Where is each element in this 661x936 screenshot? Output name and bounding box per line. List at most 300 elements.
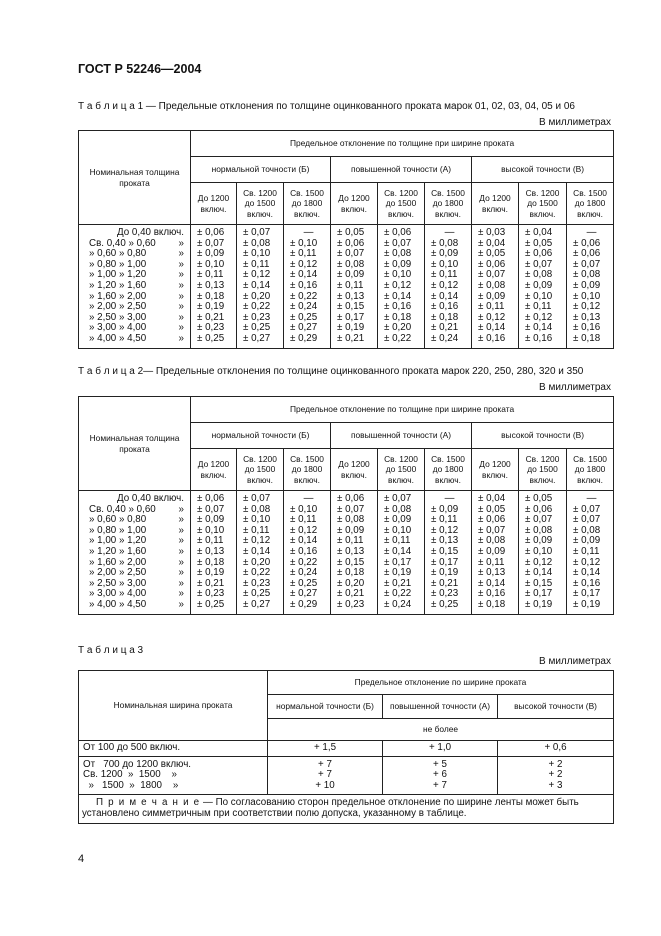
table2-row-label-suffix: » [178, 524, 184, 536]
table2-value-column [331, 491, 378, 615]
table3-row2-a [383, 756, 498, 795]
table3-caption: Т а б л и ц а 3 [78, 645, 144, 656]
table2-value: ± 0,12 [573, 556, 601, 568]
table1-value: ± 0,17 [337, 311, 365, 323]
table1-value: ± 0,25 [290, 311, 318, 323]
table2-head-class-v: высокой точности (В) [472, 423, 614, 449]
table1-head-width: Св. 1500 до 1800 включ. [284, 183, 331, 225]
table1-value: ± 0,12 [243, 269, 271, 281]
table2-value: ± 0,07 [478, 524, 506, 536]
table2-value: ± 0,19 [573, 598, 601, 610]
table2-value: ± 0,24 [290, 567, 318, 579]
table1-value: ± 0,20 [384, 322, 412, 334]
table2-value: ± 0,21 [431, 577, 459, 589]
table2-head-width: Св. 1500 до 1800 включ. [284, 449, 331, 491]
table1-value: ± 0,07 [243, 227, 271, 238]
table2-value: ± 0,04 [478, 493, 506, 504]
table1-head-width: До 1200 включ. [191, 183, 237, 225]
table1-row-label-suffix: » [178, 279, 184, 291]
table2-value: ± 0,11 [478, 556, 505, 568]
table1-value: ± 0,11 [478, 301, 505, 313]
table1-value: ± 0,14 [290, 269, 318, 281]
table1-value: ± 0,08 [337, 258, 365, 270]
table2-value: — [303, 493, 314, 504]
table1-head-width: Св. 1500 до 1800 включ. [567, 183, 614, 225]
table1-value: ± 0,22 [384, 332, 412, 344]
table1-row-label: » 2,50 » 3,00 [89, 311, 147, 323]
table2-value: ± 0,23 [243, 577, 271, 589]
table2-value: ± 0,14 [290, 535, 318, 547]
table1-row-label: » 0,80 » 1,00 [89, 258, 147, 270]
table2-row-labels [79, 491, 191, 615]
table2-row-label: » 2,50 » 3,00 [89, 577, 147, 589]
table3-note-label: П р и м е ч а н и е [96, 797, 201, 809]
table2-value: ± 0,19 [431, 567, 459, 579]
table3-head-class-a: повышенной точности (А) [383, 695, 498, 719]
table1-value: ± 0,19 [197, 301, 225, 313]
table2-head-width: Св. 1500 до 1800 включ. [425, 449, 472, 491]
table2-value: ± 0,06 [337, 493, 365, 504]
table2-value: ± 0,10 [384, 524, 412, 536]
table1-value: ± 0,07 [573, 258, 601, 270]
table1-value: ± 0,10 [243, 248, 271, 260]
table2-value: ± 0,21 [384, 577, 412, 589]
table2-value: ± 0,16 [573, 577, 601, 589]
table1-value: ± 0,06 [525, 248, 553, 260]
table2-value: ± 0,07 [525, 514, 553, 526]
table3-value: + 7 [318, 769, 332, 781]
table2-row-label-suffix: » [178, 514, 184, 526]
table2-value: ± 0,23 [431, 588, 459, 600]
table1-head-width: Св. 1200 до 1500 включ. [519, 183, 567, 225]
table1-value: ± 0,05 [478, 248, 506, 260]
table1-value: ± 0,27 [290, 322, 318, 334]
table1-row-label: » 0,60 » 0,80 [89, 248, 147, 260]
table2-value: ± 0,13 [337, 545, 365, 557]
table1-row-label: До 0,40 включ. [117, 227, 184, 238]
table2-value: ± 0,12 [431, 524, 459, 536]
table1-row-label: » 3,00 » 4,00 [89, 322, 147, 334]
table2-value: ± 0,11 [197, 535, 224, 547]
table1-row-label-suffix: » [178, 311, 184, 323]
table1-row-label-suffix: » [178, 332, 184, 344]
table1-value: — [444, 227, 455, 238]
table1-value: ± 0,19 [337, 322, 365, 334]
table1-value: ± 0,11 [197, 269, 224, 281]
table3-head-group: Предельное отклонение по ширине проката [268, 671, 614, 695]
table2-value: ± 0,05 [525, 493, 553, 504]
table3-head-class-v: высокой точности (В) [498, 695, 614, 719]
table2-head-width: Св. 1200 до 1500 включ. [519, 449, 567, 491]
table1-value: ± 0,09 [525, 279, 553, 291]
table2-value: ± 0,27 [243, 598, 271, 610]
table1-value: ± 0,13 [573, 311, 601, 323]
table2-value: ± 0,14 [384, 545, 412, 557]
table1-value: ± 0,09 [384, 258, 412, 270]
table2-row-label: » 0,60 » 0,80 [89, 514, 147, 526]
table1-row-label: » 1,00 » 1,20 [89, 269, 147, 281]
table1-value: ± 0,11 [337, 279, 364, 291]
table1-value: ± 0,16 [573, 322, 601, 334]
table3-units: В миллиметрах [539, 656, 611, 667]
table3-note-text: — По согласованию сторон предельное отклонение по ширине ленты может быть установлено симметричным при соответствии полю допуска, указанному в таблице. [82, 797, 579, 819]
table1-value: ± 0,07 [525, 258, 553, 270]
table3-value: + 6 [433, 769, 447, 781]
table2-value: ± 0,13 [431, 535, 459, 547]
table3-row1-label: От 100 до 500 включ. [79, 741, 268, 757]
table1-value-column [284, 225, 331, 349]
table2-value: ± 0,11 [290, 514, 317, 526]
table1-value: ± 0,07 [384, 237, 412, 249]
table2-row-label: » 1,60 » 2,00 [89, 556, 147, 568]
table1-head-class-a: повышенной точности (А) [331, 157, 472, 183]
table2-row-label: » 3,00 » 4,00 [89, 588, 147, 600]
table2-head-class-a: повышенной точности (А) [331, 423, 472, 449]
table1-value-column [237, 225, 284, 349]
table2-value: ± 0,10 [290, 503, 318, 515]
table2-row-label: » 1,20 » 1,60 [89, 545, 147, 557]
table2-value-column [425, 491, 472, 615]
table1-row-label-suffix: » [178, 301, 184, 313]
table1-value: ± 0,09 [197, 248, 225, 260]
table2 [78, 396, 614, 615]
table1-value: ± 0,13 [197, 279, 225, 291]
table2-value: ± 0,11 [243, 524, 270, 536]
table3-head-class-b: нормальной точности (Б) [268, 695, 383, 719]
table1-head-nominal: Номинальная толщина проката [79, 131, 191, 225]
table2-value: ± 0,22 [290, 556, 318, 568]
table3-row2-label: От 700 до 1200 включ. [83, 758, 192, 770]
table2-value: ± 0,14 [478, 577, 506, 589]
table2-value: ± 0,07 [384, 493, 412, 504]
table1-value: ± 0,14 [243, 279, 271, 291]
table2-row-label: » 2,00 » 2,50 [89, 567, 147, 579]
table1-value: ± 0,14 [525, 322, 553, 334]
table2-value: ± 0,08 [478, 535, 506, 547]
table1-units: В миллиметрах [539, 117, 611, 128]
table2-head-width: До 1200 включ. [191, 449, 237, 491]
table2-units: В миллиметрах [539, 382, 611, 393]
table1-value: ± 0,27 [243, 332, 271, 344]
table3-row1-b: + 1,5 [268, 741, 383, 757]
table1-value: ± 0,07 [197, 237, 225, 249]
table2-row-label-suffix: » [178, 567, 184, 579]
table1-value: ± 0,20 [243, 290, 271, 302]
table1 [78, 130, 614, 349]
table2-value: ± 0,25 [290, 577, 318, 589]
table2-value: ± 0,19 [197, 567, 225, 579]
table2-value: ± 0,10 [243, 514, 271, 526]
table2-head-width: Св. 1500 до 1800 включ. [567, 449, 614, 491]
table2-row-label-suffix: » [178, 556, 184, 568]
table3-row1-a: + 1,0 [383, 741, 498, 757]
table2-value: ± 0,09 [337, 524, 365, 536]
table3-value: + 10 [315, 779, 335, 791]
table2-value: ± 0,09 [525, 535, 553, 547]
table1-value: ± 0,24 [431, 332, 459, 344]
table1-value: ± 0,06 [384, 227, 412, 238]
table3-head-nominal: Номинальная ширина проката [79, 671, 268, 741]
table2-value: ± 0,21 [197, 577, 225, 589]
table1-value: ± 0,14 [478, 322, 506, 334]
table1-row-label: Св. 0,40 » 0,60 [89, 237, 156, 249]
table1-row-labels [79, 225, 191, 349]
table1-value: ± 0,06 [337, 237, 365, 249]
table3-row2-label: » 1500 » 1800 » [83, 779, 179, 791]
table1-head-width: Св. 1500 до 1800 включ. [425, 183, 472, 225]
table1-row-label: » 2,00 » 2,50 [89, 301, 147, 313]
table3 [78, 670, 614, 824]
table2-value: ± 0,11 [573, 545, 600, 557]
table2-value: ± 0,11 [337, 535, 364, 547]
table1-value-column [519, 225, 567, 349]
table2-head-width: До 1200 включ. [331, 449, 378, 491]
table2-head-width: Св. 1200 до 1500 включ. [378, 449, 425, 491]
table2-value: ± 0,15 [525, 577, 553, 589]
table2-row-label-suffix: » [178, 577, 184, 589]
table2-value: ± 0,06 [525, 503, 553, 515]
table1-value: ± 0,21 [431, 322, 459, 334]
table3-row2-labels [79, 756, 268, 795]
table1-head-width: Св. 1200 до 1500 включ. [378, 183, 425, 225]
table1-row-label: » 4,00 » 4,50 [89, 332, 147, 344]
table1-value: ± 0,16 [431, 301, 459, 313]
table2-value: ± 0,25 [197, 598, 225, 610]
table1-value: ± 0,10 [197, 258, 225, 270]
table2-value: ± 0,07 [573, 503, 601, 515]
table1-value: ± 0,05 [525, 237, 553, 249]
table1-value-column [191, 225, 237, 349]
table2-value: ± 0,17 [525, 588, 553, 600]
table1-value: ± 0,06 [573, 248, 601, 260]
table1-value: ± 0,12 [478, 311, 506, 323]
table2-head-class-b: нормальной точности (Б) [191, 423, 331, 449]
table1-value: ± 0,06 [197, 227, 225, 238]
table3-value: + 7 [318, 758, 332, 770]
table1-value: ± 0,08 [243, 237, 271, 249]
table1-head-class-b: нормальной точности (Б) [191, 157, 331, 183]
table3-value: + 2 [548, 758, 563, 770]
table1-value: ± 0,11 [431, 269, 458, 281]
table2-value: ± 0,09 [197, 514, 225, 526]
table2-value: ± 0,15 [337, 556, 365, 568]
table1-caption-text: 1 — Предельные отклонения по толщине оцинкованного проката марок 01, 02, 03, 04, 05 и 06 [137, 101, 575, 112]
table1-value: ± 0,21 [337, 332, 365, 344]
table2-value: ± 0,07 [573, 514, 601, 526]
table2-value: ± 0,14 [573, 567, 601, 579]
table1-value: — [303, 227, 314, 238]
table2-row-label: » 1,00 » 1,20 [89, 535, 147, 547]
table1-value: ± 0,22 [243, 301, 271, 313]
table2-value: ± 0,27 [290, 588, 318, 600]
table2-row-label: Св. 0,40 » 0,60 [89, 503, 156, 515]
table1-body-row [79, 225, 614, 349]
table1-value: ± 0,23 [243, 311, 271, 323]
table2-value: ± 0,23 [337, 598, 365, 610]
table1-value: ± 0,25 [243, 322, 271, 334]
table1-head-width: До 1200 включ. [331, 183, 378, 225]
table1-value: ± 0,04 [478, 237, 506, 249]
table2-caption-label: Т а б л и ц а [78, 366, 135, 377]
table2-value: ± 0,15 [431, 545, 459, 557]
table3-value: + 5 [433, 758, 447, 770]
table3-row2-b [268, 756, 383, 795]
table1-value: ± 0,16 [525, 332, 553, 344]
table1-value-column [331, 225, 378, 349]
table2-value: ± 0,12 [525, 556, 553, 568]
table3-value: + 7 [433, 779, 447, 791]
table1-value: ± 0,05 [337, 227, 365, 238]
table1-value: ± 0,11 [525, 301, 552, 313]
table1-value: ± 0,23 [197, 322, 225, 334]
table1-value: ± 0,06 [573, 237, 601, 249]
table2-value: ± 0,29 [290, 598, 318, 610]
table1-row-label-suffix: » [178, 237, 184, 249]
table3-value: + 3 [548, 779, 563, 791]
table1-value-column [378, 225, 425, 349]
table1-value: ± 0,18 [431, 311, 459, 323]
table2-value: ± 0,06 [478, 514, 506, 526]
table2-value: ± 0,06 [197, 493, 225, 504]
table2-row-label: » 0,80 » 1,00 [89, 524, 147, 536]
table1-row-label-suffix: » [178, 269, 184, 281]
table2-row-label: До 0,40 включ. [117, 493, 184, 504]
table2-value: ± 0,10 [197, 524, 225, 536]
table2-value: ± 0,11 [431, 514, 458, 526]
table2-value: — [444, 493, 455, 504]
table2-row-label-suffix: » [178, 503, 184, 515]
table2-value-column [284, 491, 331, 615]
table2-value: ± 0,08 [384, 503, 412, 515]
table3-row2-label: Св. 1200 » 1500 » [83, 769, 177, 781]
table2-value: ± 0,09 [384, 514, 412, 526]
table2-value-column [378, 491, 425, 615]
table1-value: ± 0,10 [290, 237, 318, 249]
table1-value: — [586, 227, 597, 238]
table1-value: ± 0,12 [525, 311, 553, 323]
table1-row-label: » 1,20 » 1,60 [89, 279, 147, 291]
table2-caption-text: 2— Предельные отклонения по толщине оцинкованного проката марок 220, 250, 280, 320 и 350 [137, 366, 584, 377]
table2-value: ± 0,09 [478, 545, 506, 557]
table2-value: ± 0,18 [478, 598, 506, 610]
table1-row-label-suffix: » [178, 322, 184, 334]
table1-value: ± 0,15 [337, 301, 365, 313]
table1-value: ± 0,21 [197, 311, 225, 323]
table2-value: ± 0,18 [337, 567, 365, 579]
table1-value: ± 0,18 [197, 290, 225, 302]
table1-row-label-suffix: » [178, 258, 184, 270]
table1-value: ± 0,29 [290, 332, 318, 344]
table2-value: ± 0,05 [478, 503, 506, 515]
table1-value: ± 0,04 [525, 227, 553, 238]
table2-value: ± 0,20 [243, 556, 271, 568]
table1-value: ± 0,08 [431, 237, 459, 249]
table1-row-label-suffix: » [178, 248, 184, 260]
table2-value-column [519, 491, 567, 615]
table1-value-column [567, 225, 614, 349]
table2-head-group: Предельное отклонение по толщине при ширине проката [191, 397, 614, 423]
table2-value: ± 0,08 [243, 503, 271, 515]
table1-value: ± 0,08 [525, 269, 553, 281]
table1-value: ± 0,12 [290, 258, 318, 270]
table2-value-column [191, 491, 237, 615]
table2-row-label-suffix: » [178, 588, 184, 600]
table2-value: ± 0,24 [384, 598, 412, 610]
table2-row-label-suffix: » [178, 598, 184, 610]
table1-caption-label: Т а б л и ц а [78, 101, 135, 112]
table2-head-width: Св. 1200 до 1500 включ. [237, 449, 284, 491]
table1-value: ± 0,08 [384, 248, 412, 260]
table1-value: ± 0,12 [573, 301, 601, 313]
table1-value: ± 0,10 [573, 290, 601, 302]
table2-value: ± 0,09 [431, 503, 459, 515]
table2-value: ± 0,14 [525, 567, 553, 579]
table2-row-label: » 4,00 » 4,50 [89, 598, 147, 610]
table1-value: ± 0,18 [384, 311, 412, 323]
table1-row-label: » 1,60 » 2,00 [89, 290, 147, 302]
table2-value: ± 0,10 [525, 545, 553, 557]
table2-value: ± 0,13 [197, 545, 225, 557]
table1-value: ± 0,11 [290, 248, 317, 260]
table1-value: ± 0,11 [243, 258, 270, 270]
table2-value-column [237, 491, 284, 615]
page-number: 4 [78, 853, 85, 865]
table1-row-label-suffix: » [178, 290, 184, 302]
table2-value: ± 0,07 [197, 503, 225, 515]
table2-value: ± 0,14 [243, 545, 271, 557]
table1-value: ± 0,06 [478, 258, 506, 270]
table1-value: ± 0,10 [525, 290, 553, 302]
table3-row2-v [498, 756, 614, 795]
table1-value: ± 0,07 [337, 248, 365, 260]
table2-value: ± 0,22 [384, 588, 412, 600]
table1-value: ± 0,13 [337, 290, 365, 302]
table2-value: ± 0,12 [243, 535, 271, 547]
table2-value: ± 0,12 [290, 524, 318, 536]
table1-head-width: Св. 1200 до 1500 включ. [237, 183, 284, 225]
table1-value: ± 0,24 [290, 301, 318, 313]
table1-value: ± 0,09 [337, 269, 365, 281]
table1-value: ± 0,16 [290, 279, 318, 291]
table2-row-label-suffix: » [178, 535, 184, 547]
table2-value: ± 0,16 [290, 545, 318, 557]
table2-value: ± 0,19 [384, 567, 412, 579]
table2-value: ± 0,08 [337, 514, 365, 526]
table1-head-width: До 1200 включ. [472, 183, 519, 225]
table2-caption [78, 366, 583, 377]
table2-value: ± 0,18 [197, 556, 225, 568]
table2-value: ± 0,07 [337, 503, 365, 515]
table1-value: ± 0,08 [478, 279, 506, 291]
table2-value: ± 0,21 [337, 588, 365, 600]
table1-value-column [472, 225, 519, 349]
table1-value: ± 0,08 [573, 269, 601, 281]
table1-value: ± 0,16 [384, 301, 412, 313]
table1-value: ± 0,10 [384, 269, 412, 281]
table1-value: ± 0,09 [478, 290, 506, 302]
table1-value: ± 0,10 [431, 258, 459, 270]
table2-value: ± 0,13 [478, 567, 506, 579]
table2-head-width: До 1200 включ. [472, 449, 519, 491]
table2-value: ± 0,07 [243, 493, 271, 504]
table2-value: ± 0,16 [478, 588, 506, 600]
table3-value: + 2 [548, 769, 563, 781]
table2-value-column [472, 491, 519, 615]
table1-value: ± 0,14 [384, 290, 412, 302]
table2-head-nominal: Номинальная толщина проката [79, 397, 191, 491]
table1-value: ± 0,09 [573, 279, 601, 291]
table2-row-label-suffix: » [178, 545, 184, 557]
